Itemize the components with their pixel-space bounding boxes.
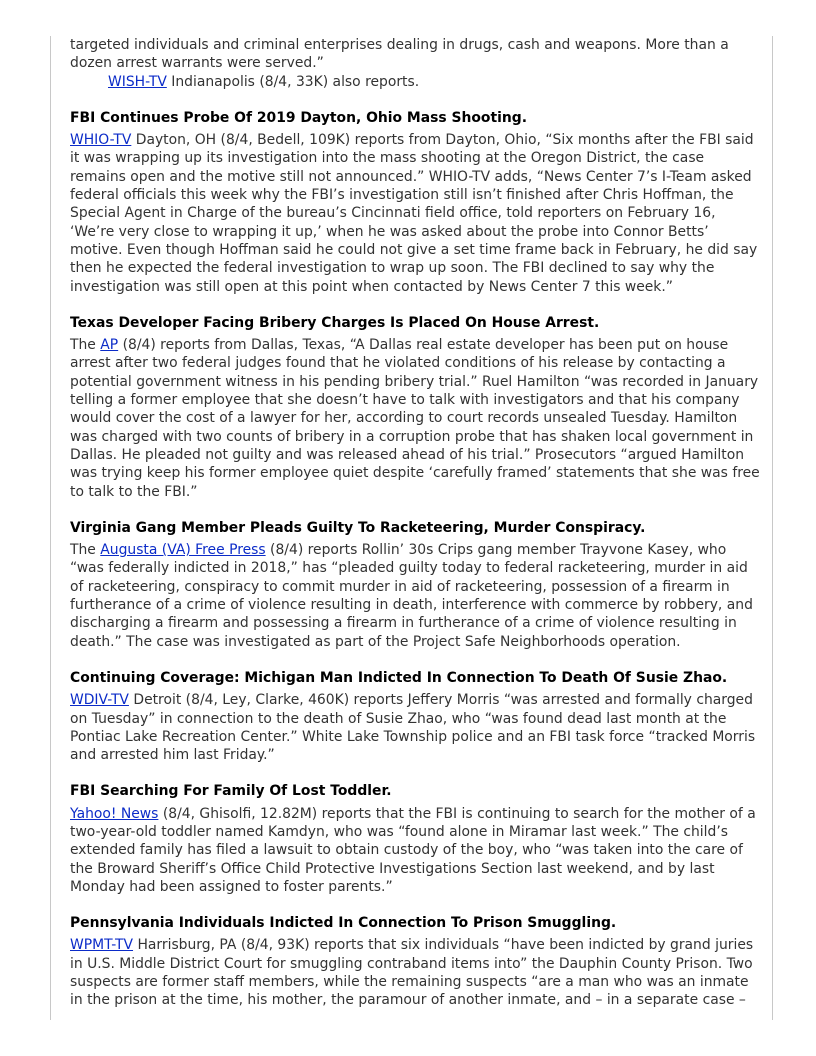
source-link[interactable]: Augusta (VA) Free Press bbox=[100, 542, 266, 559]
article-text: (8/4) reports Rollin’ 30s Crips gang member Trayvone Kasey, who “was federally indicted in 2018,” has “pleaded guilty today to federal racketeering, murder in aid of racketeering, conspiracy to commit murder in aid of racketeering, possession of a firearm in furtherance of a crime of violence resulting in death, interference with commerce by robbery, and discharging a firearm and possessing a firearm in furtherance of a crime of violence resulting in death.” The case was investigated as part of the Project Safe Neighborhoods operation. bbox=[70, 542, 753, 650]
article-headline: Continuing Coverage: Michigan Man Indicted In Connection To Death Of Susie Zhao. bbox=[70, 669, 728, 686]
also-reports-text: Indianapolis (8/4, 33K) also reports. bbox=[166, 73, 420, 90]
right-margin-rule bbox=[772, 36, 773, 1020]
source-link[interactable]: WHIO-TV bbox=[70, 132, 132, 149]
article-text: Dayton, OH (8/4, Bedell, 109K) reports from Dayton, Ohio, “Six months after the FBI said it was wrapping up its investigation into the mass shooting at the Oregon District, the case remains open and the motive still not announced.” WHIO-TV adds, “News Center 7’s I-Team asked federal officials this week why the FBI’s investigation still isn’t finished after Chris Hoffman, the Special Agent in Charge of the bureau’s Cincinnati field office, told reporters on February 16, ‘We’re very close to wrapping it up,’ when he was asked about the probe into Connor Betts’ motive. Even though Hoffman said he could not give a set time frame back in February, he did say then he expected the federal investigation to wrap up soon. The FBI declined to say why the investigation was still open at this point when contacted by News Center 7 this week.” bbox=[70, 132, 758, 295]
article-lost-toddler bbox=[70, 782, 760, 896]
article-headline: FBI Searching For Family Of Lost Toddler. bbox=[70, 783, 392, 800]
source-link[interactable]: WDIV-TV bbox=[70, 692, 129, 709]
source-link[interactable]: AP bbox=[100, 337, 119, 354]
intro-also-reports bbox=[70, 73, 760, 91]
article-dayton-probe bbox=[70, 109, 760, 296]
article-michigan-indictment bbox=[70, 669, 760, 764]
article-headline: FBI Continues Probe Of 2019 Dayton, Ohio Mass Shooting. bbox=[70, 109, 527, 126]
article-headline: Texas Developer Facing Bribery Charges Is Placed On House Arrest. bbox=[70, 314, 600, 331]
article-texas-developer bbox=[70, 314, 760, 501]
article-text: Harrisburg, PA (8/4, 93K) reports that six individuals “have been indicted by grand juries in U.S. Middle District Court for smuggling contraband items into” the Dauphin County Prison. Two suspects are former staff members, while the remaining suspects “are a man who was an inmate in the prison at the time, his mother, the paramour of another inmate, and – in a separate case – bbox=[70, 937, 754, 1009]
page-content bbox=[70, 36, 760, 1010]
article-text: Detroit (8/4, Ley, Clarke, 460K) reports Jeffery Morris “was arrested and formally charged on Tuesday” in connection to the death of Susie Zhao, who “was found dead last month at the Pontiac Lake Recreation Center.” White Lake Township police and an FBI task force “tracked Morris and arrested him last Friday.” bbox=[70, 692, 756, 764]
wish-tv-link[interactable]: WISH-TV bbox=[108, 73, 167, 90]
article-prison-smuggling bbox=[70, 914, 760, 1009]
article-body bbox=[70, 691, 760, 764]
article-body bbox=[70, 805, 760, 896]
article-headline: Pennsylvania Individuals Indicted In Connection To Prison Smuggling. bbox=[70, 915, 617, 932]
intro-paragraph: targeted individuals and criminal enterprises dealing in drugs, cash and weapons. More than a dozen arrest warrants were served.” bbox=[70, 37, 729, 72]
article-headline: Virginia Gang Member Pleads Guilty To Racketeering, Murder Conspiracy. bbox=[70, 519, 646, 536]
article-virginia-gang bbox=[70, 519, 760, 651]
article-body bbox=[70, 131, 760, 296]
article-text: (8/4, Ghisolfi, 12.82M) reports that the FBI is continuing to search for the mother of a two-year-old toddler named Kamdyn, who was “found alone in Miramar last week.” The child’s extended family has filed a lawsuit to obtain custody of the boy, who “was taken into the care of the Broward Sheriff’s Office Child Protective Investigations Section last weekend, and by last Monday had been assigned to foster parents.” bbox=[70, 805, 756, 895]
article-body: The AP (8/4) reports from Dallas, Texas, “A Dallas real estate developer has been put on house arrest after two federal judges found that he violated conditions of his release by contacting a potential government witness in his pending bribery trial.” Ruel Hamilton “was recorded in January telling a former employee that she doesn’t have to talk with investigators and that his company would cover the cost of a lawyer for her, according to court records unsealed Tuesday. Hamilton was charged with two counts of bribery in a corruption probe that has shaken local government in Dallas. He pleaded not guilty and was released ahead of his trial.” Prosecutors “argued Hamilton was trying keep his former employee quiet despite ‘carefully framed’ statements that she was free to talk to the FBI.” bbox=[70, 337, 760, 500]
article-text: (8/4) reports from Dallas, Texas, “A Dallas real estate developer has been put on house arrest after two federal judges found that he violated conditions of his release by contacting a potential government witness in his pending bribery trial.” Ruel Hamilton “was recorded in January telling a former employee that she doesn’t have to talk with investigators and that his company would cover the cost of a lawyer for her, according to court records unsealed Tuesday. Hamilton was charged with two counts of bribery in a corruption probe that has shaken local government in Dallas. He pleaded not guilty and was released ahead of his trial.” Prosecutors “argued Hamilton was trying keep his former employee quiet despite ‘carefully framed’ statements that she was free to talk to the FBI.” bbox=[70, 337, 760, 500]
source-link[interactable]: Yahoo! News bbox=[70, 805, 159, 822]
source-link[interactable]: WPMT-TV bbox=[70, 937, 134, 954]
article-body bbox=[70, 936, 760, 1009]
article-body: The Augusta (VA) Free Press (8/4) reports Rollin’ 30s Crips gang member Trayvone Kasey, who “was federally indicted in 2018,” has “pleaded guilty today to federal racketeering, murder in aid of racketeering, conspiracy to commit murder in aid of racketeering, possession of a firearm in furtherance of a crime of violence resulting in death, interference with commerce by robbery, and discharging a firearm and possessing a firearm in furtherance of a crime of violence resulting in death.” The case was investigated as part of the Project Safe Neighborhoods operation. bbox=[70, 542, 753, 650]
left-margin-rule bbox=[50, 36, 51, 1020]
